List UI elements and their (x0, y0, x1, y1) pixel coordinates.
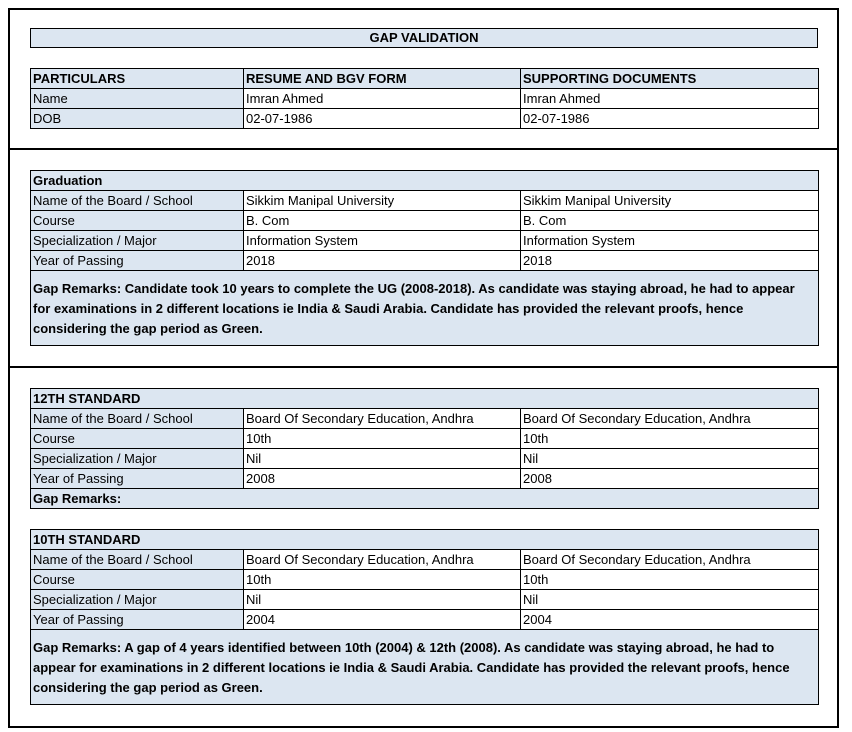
table-row (31, 409, 819, 429)
col-header-particulars: PARTICULARS (31, 69, 244, 89)
row-label: DOB (31, 109, 244, 129)
row-supporting-value: Imran Ahmed (521, 89, 819, 109)
table-row (31, 251, 819, 271)
row-label: Year of Passing (31, 610, 244, 630)
row-resume-value: Nil (244, 449, 521, 469)
table-row (31, 610, 819, 630)
section-heading: 12TH STANDARD (31, 389, 819, 409)
row-supporting-value: 2008 (521, 469, 819, 489)
row-label: Name of the Board / School (31, 409, 244, 429)
row-supporting-value: Board Of Secondary Education, Andhra (521, 409, 819, 429)
row-resume-value: Board Of Secondary Education, Andhra (244, 550, 521, 570)
row-resume-value: 02-07-1986 (244, 109, 521, 129)
table-row (31, 231, 819, 251)
row-supporting-value: Board Of Secondary Education, Andhra (521, 550, 819, 570)
row-label: Course (31, 211, 244, 231)
row-label: Course (31, 429, 244, 449)
row-supporting-value: 2004 (521, 610, 819, 630)
personal-table (30, 68, 819, 129)
row-resume-value: Information System (244, 231, 521, 251)
row-label: Specialization / Major (31, 231, 244, 251)
section-heading-row (31, 530, 819, 550)
row-name (31, 89, 819, 109)
row-label: Name of the Board / School (31, 550, 244, 570)
row-supporting-value: Nil (521, 590, 819, 610)
table-row (31, 550, 819, 570)
row-label: Course (31, 570, 244, 590)
row-supporting-value: Information System (521, 231, 819, 251)
remarks-row (31, 489, 819, 509)
row-label: Specialization / Major (31, 590, 244, 610)
row-resume-value: 10th (244, 570, 521, 590)
col-header-resume: RESUME AND BGV FORM (244, 69, 521, 89)
gap-remarks: Gap Remarks: Candidate took 10 years to complete the UG (2008-2018). As candidate was staying abroad, he had to appear for examinations in 2 different locations ie India & Saudi Arabia. Candidate has provided the relevant proofs, hence considering the gap period as Green. (31, 271, 819, 346)
row-supporting-value: Nil (521, 449, 819, 469)
header-row (31, 69, 819, 89)
section-heading-row (31, 389, 819, 409)
row-label: Name of the Board / School (31, 191, 244, 211)
page-title: GAP VALIDATION (30, 28, 818, 48)
table-row (31, 429, 819, 449)
row-label: Year of Passing (31, 469, 244, 489)
tenth-table (30, 529, 819, 705)
gap-remarks: Gap Remarks: A gap of 4 years identified between 10th (2004) & 12th (2008). As candidate was staying abroad, he had to appear for examinations in 2 different locations ie India & Saudi Arabia. Candidate has provided the relevant proofs, hence considering the gap period as Green. (31, 630, 819, 705)
row-resume-value: Board Of Secondary Education, Andhra (244, 409, 521, 429)
row-supporting-value: 10th (521, 429, 819, 449)
remarks-row (31, 630, 819, 705)
row-resume-value: 2004 (244, 610, 521, 630)
row-label: Year of Passing (31, 251, 244, 271)
col-header-supporting: SUPPORTING DOCUMENTS (521, 69, 819, 89)
row-label: Specialization / Major (31, 449, 244, 469)
section-heading: Graduation (31, 171, 819, 191)
row-supporting-value: 02-07-1986 (521, 109, 819, 129)
table-row (31, 570, 819, 590)
table-row (31, 590, 819, 610)
row-label: Name (31, 89, 244, 109)
row-supporting-value: Sikkim Manipal University (521, 191, 819, 211)
row-supporting-value: 2018 (521, 251, 819, 271)
table-row (31, 469, 819, 489)
row-resume-value: B. Com (244, 211, 521, 231)
row-supporting-value: 10th (521, 570, 819, 590)
gap-remarks: Gap Remarks: (31, 489, 819, 509)
table-row (31, 449, 819, 469)
graduation-table (30, 170, 819, 346)
table-row (31, 211, 819, 231)
row-resume-value: Nil (244, 590, 521, 610)
row-resume-value: Sikkim Manipal University (244, 191, 521, 211)
table-row (31, 191, 819, 211)
row-supporting-value: B. Com (521, 211, 819, 231)
section-heading: 10TH STANDARD (31, 530, 819, 550)
section-heading-row (31, 171, 819, 191)
row-resume-value: Imran Ahmed (244, 89, 521, 109)
remarks-row (31, 271, 819, 346)
twelfth-table (30, 388, 819, 509)
row-resume-value: 2018 (244, 251, 521, 271)
row-resume-value: 2008 (244, 469, 521, 489)
row-resume-value: 10th (244, 429, 521, 449)
row-dob (31, 109, 819, 129)
